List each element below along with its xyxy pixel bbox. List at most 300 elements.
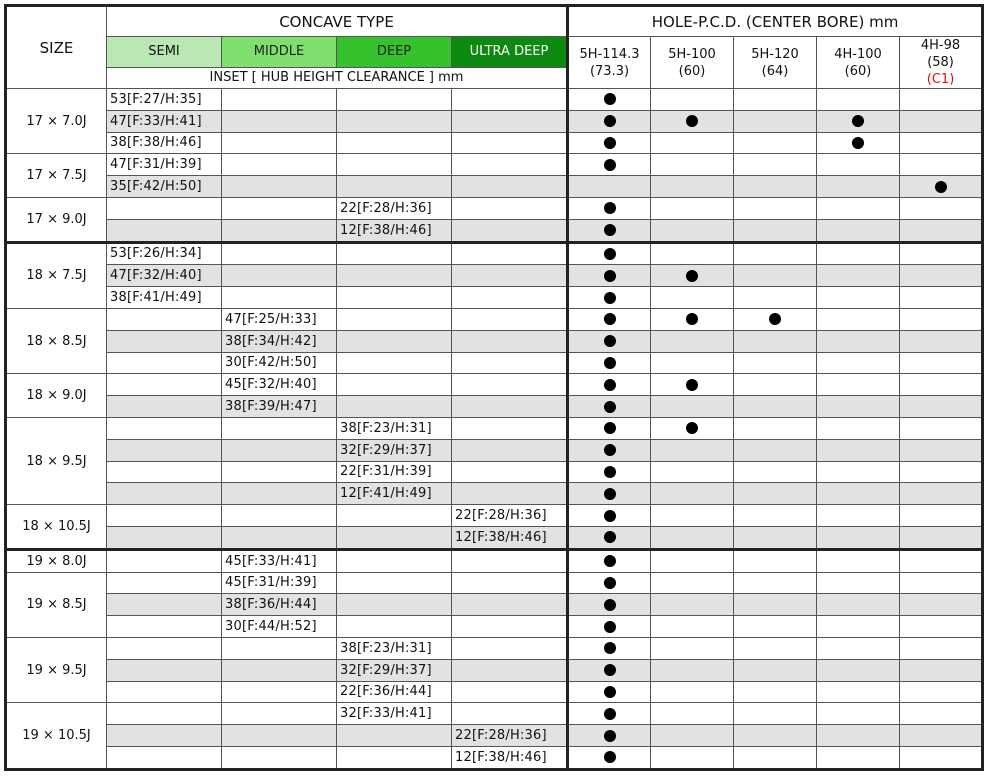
pcd-cell: [817, 154, 900, 176]
inset-cell: [337, 110, 452, 132]
inset-cell: [222, 659, 337, 681]
size-header: SIZE: [6, 6, 107, 89]
fitment-dot-icon: [604, 159, 616, 171]
inset-cell: [107, 616, 222, 638]
pcd-cell: [817, 89, 900, 111]
type-semi: SEMI: [107, 37, 222, 68]
inset-cell: [452, 417, 568, 439]
inset-cell: [337, 89, 452, 111]
pcd-cell: [568, 308, 651, 330]
pcd-cell: [817, 242, 900, 265]
inset-cell: [337, 526, 452, 549]
inset-cell: [337, 154, 452, 176]
size-cell: 18 × 7.5J: [6, 242, 107, 308]
pcd-cell: [817, 483, 900, 505]
pcd-cell: [817, 417, 900, 439]
inset-cell: 53[F:27/H:35]: [107, 89, 222, 111]
pcd-cell: [734, 396, 817, 418]
inset-cell: [452, 461, 568, 483]
inset-cell: [222, 197, 337, 219]
pcd-cell: [651, 396, 734, 418]
inset-cell: [222, 681, 337, 703]
fitment-dot-icon: [604, 642, 616, 654]
pcd-cell: [651, 703, 734, 725]
size-cell: 17 × 9.0J: [6, 197, 107, 242]
pcd-cell: [568, 483, 651, 505]
fitment-dot-icon: [604, 531, 616, 543]
pcd-cell: [900, 287, 983, 309]
pcd-cell: [900, 154, 983, 176]
inset-cell: [107, 659, 222, 681]
pcd-cell: [817, 197, 900, 219]
inset-cell: [107, 549, 222, 572]
pcd-cell: [568, 572, 651, 594]
size-cell: 19 × 10.5J: [6, 703, 107, 769]
inset-cell: 45[F:31/H:39]: [222, 572, 337, 594]
inset-cell: [452, 549, 568, 572]
inset-cell: [452, 330, 568, 352]
fitment-dot-icon: [686, 313, 698, 325]
pcd-cell: [651, 616, 734, 638]
pcd-pattern: 4H-100: [834, 46, 882, 62]
pcd-col-4: [900, 37, 983, 89]
fitment-dot-icon: [604, 224, 616, 236]
inset-cell: [452, 265, 568, 287]
pcd-cell: [734, 526, 817, 549]
pcd-cell: [734, 461, 817, 483]
inset-cell: [107, 637, 222, 659]
inset-cell: [222, 526, 337, 549]
pcd-cell: [568, 374, 651, 396]
inset-cell: [452, 483, 568, 505]
pcd-col-0: [568, 37, 651, 89]
pcd-cell: [651, 265, 734, 287]
pcd-cell: [651, 132, 734, 154]
pcd-cell: [734, 176, 817, 198]
inset-cell: [337, 594, 452, 616]
fitment-dot-icon: [604, 488, 616, 500]
inset-cell: 22[F:28/H:36]: [452, 725, 568, 747]
concave-type-header: CONCAVE TYPE: [107, 6, 568, 37]
inset-cell: [452, 154, 568, 176]
inset-cell: [107, 330, 222, 352]
table-row: [6, 703, 983, 725]
inset-cell: 30[F:44/H:52]: [222, 616, 337, 638]
pcd-cell: [817, 374, 900, 396]
inset-cell: [107, 746, 222, 769]
pcd-cell: [734, 197, 817, 219]
pcd-cell: [900, 594, 983, 616]
pcd-cell: [568, 594, 651, 616]
pcd-cell: [900, 176, 983, 198]
pcd-cell: [817, 659, 900, 681]
inset-cell: [452, 396, 568, 418]
inset-cell: [222, 287, 337, 309]
pcd-cell: [568, 703, 651, 725]
inset-cell: [107, 461, 222, 483]
pcd-bore: (60): [844, 63, 872, 79]
pcd-cell: [900, 526, 983, 549]
table-row: [6, 616, 983, 638]
table-row: [6, 637, 983, 659]
fitment-dot-icon: [604, 401, 616, 413]
fitment-dot-icon: [604, 577, 616, 589]
inset-cell: [337, 396, 452, 418]
inset-cell: [222, 439, 337, 461]
pcd-cell: [900, 265, 983, 287]
inset-cell: [222, 110, 337, 132]
pcd-cell: [900, 572, 983, 594]
pcd-cell: [651, 594, 734, 616]
pcd-cell: [817, 703, 900, 725]
fitment-dot-icon: [686, 379, 698, 391]
pcd-cell: [900, 637, 983, 659]
pcd-cell: [734, 265, 817, 287]
pcd-cell: [734, 154, 817, 176]
inset-cell: [452, 374, 568, 396]
inset-cell: [337, 265, 452, 287]
inset-cell: 38[F:36/H:44]: [222, 594, 337, 616]
pcd-cell: [900, 396, 983, 418]
table-row: [6, 265, 983, 287]
inset-cell: [107, 308, 222, 330]
pcd-cell: [817, 637, 900, 659]
pcd-cell: [568, 197, 651, 219]
inset-cell: [337, 352, 452, 374]
table-row: [6, 219, 983, 242]
pcd-bore: (60): [678, 63, 706, 79]
pcd-cell: [734, 110, 817, 132]
table-row: [6, 330, 983, 352]
table-row: [6, 725, 983, 747]
pcd-cell: [651, 308, 734, 330]
inset-cell: [222, 637, 337, 659]
pcd-cell: [568, 352, 651, 374]
pcd-bore: (73.3): [589, 63, 630, 79]
inset-cell: 38[F:23/H:31]: [337, 637, 452, 659]
pcd-cell: [651, 526, 734, 549]
fitment-dot-icon: [604, 751, 616, 763]
pcd-cell: [817, 219, 900, 242]
inset-cell: [107, 505, 222, 527]
inset-cell: [222, 461, 337, 483]
inset-cell: 38[F:34/H:42]: [222, 330, 337, 352]
size-cell: 19 × 8.5J: [6, 572, 107, 637]
inset-cell: [452, 110, 568, 132]
pcd-cell: [817, 330, 900, 352]
inset-cell: 22[F:31/H:39]: [337, 461, 452, 483]
inset-cell: 22[F:36/H:44]: [337, 681, 452, 703]
pcd-pattern: 4H-98: [920, 38, 961, 53]
inset-cell: [452, 308, 568, 330]
fitment-dot-icon: [604, 422, 616, 434]
inset-cell: [337, 616, 452, 638]
inset-cell: [452, 594, 568, 616]
fitment-dot-icon: [604, 270, 616, 282]
inset-cell: [452, 89, 568, 111]
fitment-dot-icon: [604, 202, 616, 214]
inset-cell: [452, 132, 568, 154]
inset-cell: [222, 242, 337, 265]
pcd-cell: [734, 594, 817, 616]
fitment-dot-icon: [604, 335, 616, 347]
pcd-cell: [568, 439, 651, 461]
table-row: [6, 308, 983, 330]
table-row: [6, 572, 983, 594]
pcd-cell: [568, 287, 651, 309]
pcd-cell: [900, 132, 983, 154]
inset-cell: 45[F:33/H:41]: [222, 549, 337, 572]
fitment-dot-icon: [935, 181, 947, 193]
inset-cell: 35[F:42/H:50]: [107, 176, 222, 198]
pcd-cell: [900, 197, 983, 219]
pcd-cell: [734, 352, 817, 374]
inset-cell: [222, 132, 337, 154]
pcd-cell: [734, 439, 817, 461]
table-row: [6, 132, 983, 154]
table-body: [6, 89, 983, 770]
inset-cell: 30[F:42/H:50]: [222, 352, 337, 374]
inset-cell: [452, 659, 568, 681]
table-row: [6, 287, 983, 309]
size-cell: 18 × 9.5J: [6, 417, 107, 504]
pcd-cell: [651, 197, 734, 219]
inset-cell: 12[F:38/H:46]: [452, 746, 568, 769]
fitment-dot-icon: [604, 313, 616, 325]
pcd-cell: [568, 154, 651, 176]
inset-cell: [222, 746, 337, 769]
inset-cell: 12[F:38/H:46]: [452, 526, 568, 549]
inset-cell: [107, 396, 222, 418]
pcd-cell: [817, 439, 900, 461]
table-row: [6, 176, 983, 198]
table-row: [6, 746, 983, 769]
inset-cell: 12[F:41/H:49]: [337, 483, 452, 505]
inset-cell: 38[F:23/H:31]: [337, 417, 452, 439]
table-row: [6, 110, 983, 132]
pcd-cell: [734, 219, 817, 242]
inset-cell: 47[F:32/H:40]: [107, 265, 222, 287]
inset-cell: [107, 526, 222, 549]
type-deep: DEEP: [337, 37, 452, 68]
inset-note: INSET [ HUB HEIGHT CLEARANCE ] mm: [107, 67, 568, 88]
table-row: [6, 681, 983, 703]
pcd-cell: [900, 308, 983, 330]
hole-pcd-header: HOLE-P.C.D. (CENTER BORE) mm: [568, 6, 983, 37]
inset-cell: [452, 219, 568, 242]
inset-cell: 22[F:28/H:36]: [452, 505, 568, 527]
pcd-cell: [817, 110, 900, 132]
pcd-cell: [734, 132, 817, 154]
pcd-cell: [900, 659, 983, 681]
inset-cell: [452, 197, 568, 219]
size-cell: 17 × 7.5J: [6, 154, 107, 198]
inset-cell: [107, 681, 222, 703]
inset-cell: 38[F:38/H:46]: [107, 132, 222, 154]
pcd-cell: [568, 417, 651, 439]
inset-cell: [107, 572, 222, 594]
pcd-cell: [651, 154, 734, 176]
pcd-cell: [734, 374, 817, 396]
pcd-cell: [817, 308, 900, 330]
pcd-cell: [568, 616, 651, 638]
fitment-dot-icon: [604, 621, 616, 633]
inset-cell: [107, 197, 222, 219]
pcd-cell: [817, 396, 900, 418]
pcd-cell: [651, 89, 734, 111]
pcd-pattern: 5H-120: [751, 46, 799, 62]
pcd-cell: [900, 483, 983, 505]
inset-cell: [337, 746, 452, 769]
pcd-cell: [734, 637, 817, 659]
pcd-cell: [734, 616, 817, 638]
pcd-cell: [734, 505, 817, 527]
inset-cell: [452, 703, 568, 725]
pcd-cell: [734, 681, 817, 703]
inset-cell: [337, 132, 452, 154]
pcd-cell: [900, 89, 983, 111]
fitment-dot-icon: [604, 137, 616, 149]
fitment-dot-icon: [604, 510, 616, 522]
inset-cell: 32[F:29/H:37]: [337, 659, 452, 681]
inset-cell: [452, 287, 568, 309]
pcd-cell: [817, 287, 900, 309]
table-row: [6, 374, 983, 396]
fitment-dot-icon: [604, 555, 616, 567]
inset-cell: 38[F:41/H:49]: [107, 287, 222, 309]
table-row: [6, 242, 983, 265]
pcd-cell: [734, 287, 817, 309]
inset-cell: [222, 417, 337, 439]
fitment-dot-icon: [604, 599, 616, 611]
pcd-cell: [568, 526, 651, 549]
pcd-cell: [734, 549, 817, 572]
pcd-cell: [900, 681, 983, 703]
pcd-cell: [568, 265, 651, 287]
pcd-cell: [900, 616, 983, 638]
pcd-cell: [651, 461, 734, 483]
pcd-cell: [568, 461, 651, 483]
inset-cell: [107, 417, 222, 439]
table-row: [6, 352, 983, 374]
inset-cell: [337, 308, 452, 330]
inset-cell: [222, 483, 337, 505]
fitment-dot-icon: [604, 444, 616, 456]
table-row: [6, 396, 983, 418]
pcd-cell: [734, 89, 817, 111]
pcd-cell: [734, 703, 817, 725]
pcd-cell: [734, 417, 817, 439]
pcd-cell: [900, 725, 983, 747]
inset-cell: 47[F:31/H:39]: [107, 154, 222, 176]
pcd-cell: [568, 132, 651, 154]
pcd-col-2: [734, 37, 817, 89]
pcd-cell: [817, 681, 900, 703]
pcd-pattern: 5H-100: [668, 46, 716, 62]
inset-cell: 47[F:33/H:41]: [107, 110, 222, 132]
inset-cell: 47[F:25/H:33]: [222, 308, 337, 330]
inset-cell: 45[F:32/H:40]: [222, 374, 337, 396]
inset-cell: 32[F:29/H:37]: [337, 439, 452, 461]
pcd-cell: [651, 725, 734, 747]
type-ultra-deep: ULTRA DEEP: [452, 37, 568, 68]
inset-cell: [107, 352, 222, 374]
fitment-dot-icon: [686, 422, 698, 434]
inset-cell: [337, 549, 452, 572]
pcd-cell: [817, 352, 900, 374]
pcd-cell: [568, 219, 651, 242]
pcd-cell: [651, 681, 734, 703]
table-row: [6, 505, 983, 527]
inset-cell: [107, 219, 222, 242]
pcd-cell: [651, 176, 734, 198]
pcd-cell: [651, 352, 734, 374]
inset-cell: [222, 219, 337, 242]
fitment-dot-icon: [604, 248, 616, 260]
fitment-dot-icon: [604, 664, 616, 676]
pcd-cell: [817, 505, 900, 527]
inset-cell: [337, 374, 452, 396]
fitment-dot-icon: [604, 730, 616, 742]
inset-cell: [222, 176, 337, 198]
table-row: [6, 154, 983, 176]
inset-cell: [452, 637, 568, 659]
pcd-cell: [817, 746, 900, 769]
fitment-dot-icon: [604, 686, 616, 698]
pcd-cell: [651, 242, 734, 265]
pcd-cell: [734, 308, 817, 330]
pcd-cell: [900, 242, 983, 265]
pcd-cell: [568, 110, 651, 132]
inset-cell: [107, 483, 222, 505]
pcd-cell: [817, 132, 900, 154]
inset-cell: [452, 176, 568, 198]
pcd-cell: [817, 725, 900, 747]
pcd-bore: (58): [927, 55, 954, 70]
pcd-cell: [651, 219, 734, 242]
table-row: [6, 483, 983, 505]
pcd-cell: [651, 637, 734, 659]
pcd-cell: [900, 703, 983, 725]
pcd-cell: [568, 330, 651, 352]
inset-cell: [107, 439, 222, 461]
pcd-cell: [651, 483, 734, 505]
fitment-dot-icon: [604, 357, 616, 369]
fitment-dot-icon: [604, 466, 616, 478]
pcd-cell: [734, 659, 817, 681]
inset-cell: [337, 725, 452, 747]
pcd-cell: [734, 242, 817, 265]
pcd-cell: [568, 725, 651, 747]
inset-cell: [222, 703, 337, 725]
inset-cell: [222, 265, 337, 287]
table-row: [6, 594, 983, 616]
pcd-cell: [817, 176, 900, 198]
inset-cell: 53[F:26/H:34]: [107, 242, 222, 265]
fitment-dot-icon: [604, 292, 616, 304]
table-row: [6, 659, 983, 681]
pcd-cell: [817, 594, 900, 616]
pcd-cell: [900, 461, 983, 483]
pcd-cell: [651, 549, 734, 572]
inset-cell: [222, 505, 337, 527]
pcd-cell: [568, 396, 651, 418]
inset-cell: [452, 616, 568, 638]
pcd-cell: [651, 330, 734, 352]
inset-cell: [107, 374, 222, 396]
pcd-cell: [900, 746, 983, 769]
pcd-cell: [568, 176, 651, 198]
